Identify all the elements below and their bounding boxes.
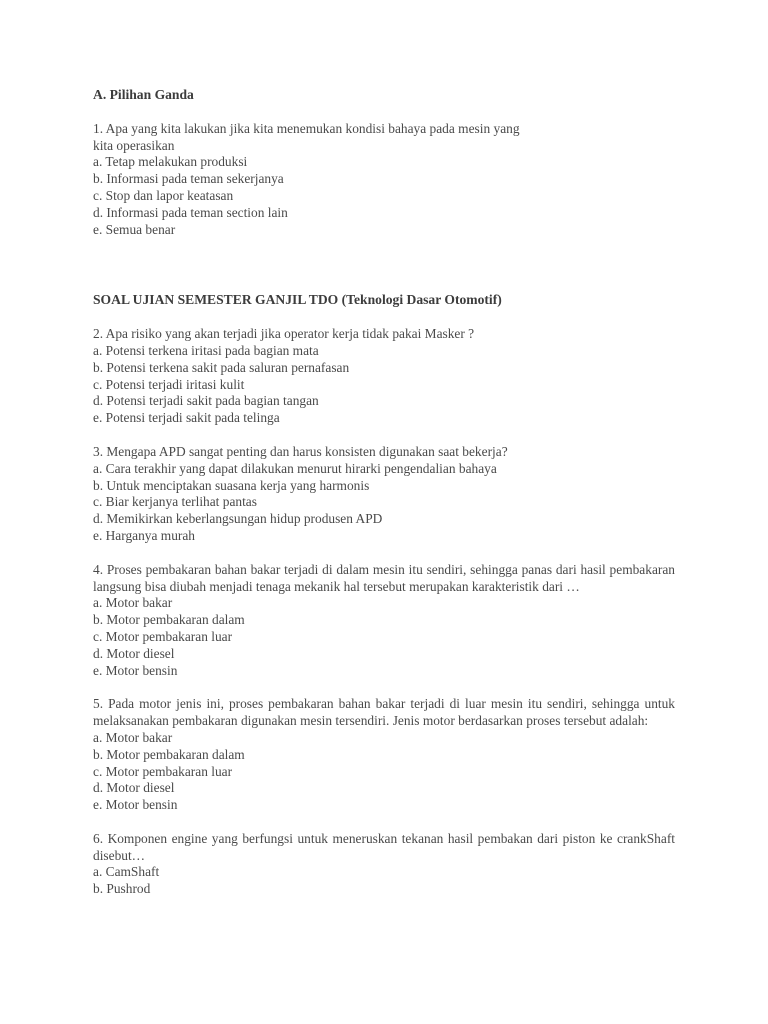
question-3-text: 3. Mengapa APD sangat penting dan harus konsisten digunakan saat bekerja? [93,443,508,459]
question-1-option-d: d. Informasi pada teman section lain [93,204,288,220]
question-2-option-c: c. Potensi terjadi iritasi kulit [93,376,245,392]
question-3-option-a: a. Cara terakhir yang dapat dilakukan menurut hirarki pengendalian bahaya [93,460,497,476]
question-1-option-e: e. Semua benar [93,221,176,237]
question-4-option-d: d. Motor diesel [93,645,175,661]
question-1-option-c: c. Stop dan lapor keatasan [93,187,234,203]
question-3-option-c: c. Biar kerjanya terlihat pantas [93,494,257,510]
question-5-option-c: c. Motor pembakaran luar [93,763,233,779]
section-heading-pilihan-ganda: A. Pilihan Ganda [93,87,194,102]
question-5-option-d: d. Motor diesel [93,780,175,796]
question-5-option-b: b. Motor pembakaran dalam [93,746,245,762]
question-4 [93,562,675,680]
question-5-option-a: a. Motor bakar [93,729,173,745]
question-2-option-a: a. Potensi terkena iritasi pada bagian mata [93,342,319,358]
question-4-option-e: e. Motor bensin [93,662,178,678]
question-5-option-e: e. Motor bensin [93,797,178,813]
question-3-option-d: d. Memikirkan keberlangsungan hidup produsen APD [93,511,383,527]
question-6-option-b: b. Pushrod [93,881,151,897]
question-2-option-e: e. Potensi terjadi sakit pada telinga [93,410,280,426]
question-1 [93,121,675,239]
exam-title: SOAL UJIAN SEMESTER GANJIL TDO (Teknologi Dasar Otomotif) [93,292,502,308]
question-1-line-2: kita operasikan [93,137,175,153]
question-2-option-b: b. Potensi terkena sakit pada saluran pernafasan [93,359,350,375]
question-4-option-c: c. Motor pembakaran luar [93,628,233,644]
question-5 [93,696,675,814]
question-3 [93,444,675,545]
question-2 [93,326,675,427]
question-4-text: 4. Proses pembakaran bahan bakar terjadi di dalam mesin itu sendiri, sehingga panas dari hasil pembakaran langsung bisa diubah menjadi tenaga mekanik hal tersebut merupakan karakteristik dari … [93,561,675,594]
question-3-option-b: b. Untuk menciptakan suasana kerja yang harmonis [93,477,370,493]
question-6-text: 6. Komponen engine yang berfungsi untuk meneruskan tekanan hasil pembakan dari piston ke crankShaft disebut… [93,830,675,863]
question-6 [93,831,675,898]
question-2-text: 2. Apa risiko yang akan terjadi jika operator kerja tidak pakai Masker ? [93,326,475,342]
question-1-option-b: b. Informasi pada teman sekerjanya [93,171,284,187]
document-page [93,87,675,898]
question-4-option-a: a. Motor bakar [93,595,173,611]
question-6-option-a: a. CamShaft [93,864,160,880]
question-2-option-d: d. Potensi terjadi sakit pada bagian tangan [93,393,319,409]
question-1-line-1: 1. Apa yang kita lakukan jika kita menemukan kondisi bahaya pada mesin yang [93,120,520,136]
question-4-option-b: b. Motor pembakaran dalam [93,612,245,628]
question-3-option-e: e. Harganya murah [93,527,195,543]
question-5-text: 5. Pada motor jenis ini, proses pembakaran bahan bakar terjadi di luar mesin itu sendiri, sehingga untuk melaksanakan pembakaran digunakan mesin tersendiri. Jenis motor berdasarkan proses tersebut adalah: [93,696,675,729]
question-1-option-a: a. Tetap melakukan produksi [93,154,248,170]
